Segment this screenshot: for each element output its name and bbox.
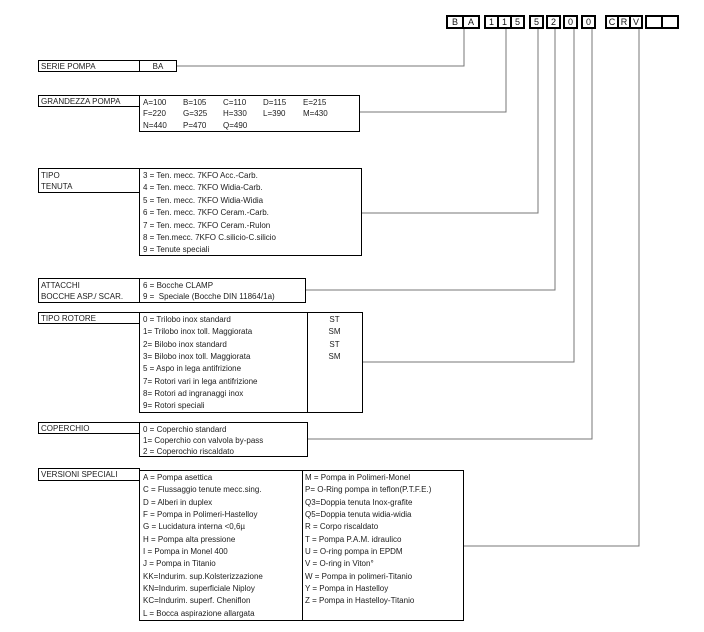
attacchi-label-line1: ATTACCHI	[41, 280, 80, 290]
versioni-speciali-table	[139, 470, 464, 621]
rotor-type-text: 0 = Trilobo inox standard	[143, 315, 231, 324]
rotor-type-text: 7= Rotori vari in lega antifrizione	[143, 376, 258, 386]
cover-type-row: 0 = Coperchio standard	[143, 425, 227, 434]
size-code-entry: P=470	[183, 120, 207, 130]
code-cell: C	[605, 15, 619, 29]
seal-type-row: 8 = Ten.mecc. 7KFO C.silicio-C.silicio	[143, 233, 276, 243]
size-code-entry: B=105	[183, 98, 207, 107]
attacchi-table	[139, 278, 306, 303]
coperchio-table	[139, 422, 308, 457]
seal-type-row: 3 = Ten. mecc. 7KFO Acc.-Carb.	[143, 171, 258, 180]
tipo-tenuta-label-box	[38, 168, 140, 193]
seal-type-row: 7 = Ten. mecc. 7KFO Ceram.-Rulon	[143, 220, 271, 230]
serie-pompa-value-box	[139, 60, 177, 72]
size-code-entry: M=430	[303, 109, 328, 119]
versioni-speciali-label: VERSIONI SPECIALI	[41, 470, 118, 479]
code-cell: B	[446, 15, 464, 29]
rotor-type-text: 1= Trilobo inox toll. Maggiorata	[143, 327, 253, 337]
rotor-type-tag: ST	[329, 339, 340, 349]
rotor-type-text: 2= Bilobo inox standard	[143, 339, 227, 349]
coperchio-label-box	[38, 422, 140, 434]
special-version-row: F = Pompa in Polimeri-Hastelloy	[143, 510, 258, 520]
rotor-type-row	[140, 400, 362, 412]
rotor-type-tag	[307, 400, 362, 412]
code-cell: 5	[510, 15, 525, 29]
rotor-type-tag: SM	[328, 352, 341, 362]
special-version-row: Q3=Doppia tenuta Inox-grafite	[305, 497, 413, 507]
special-version-row: KK=Indurim. sup.Kolsterizzazione	[143, 571, 263, 581]
code-group-grandezza	[486, 15, 525, 29]
size-code-entry: C=110	[223, 98, 247, 107]
special-version-row: Z = Pompa in Hastelloy-Titanio	[305, 596, 415, 606]
special-version-row: P= O-Ring pompa in teflon(P.T.F.E.)	[305, 485, 432, 495]
serie-pompa-label: SERIE POMPA	[41, 61, 96, 71]
rotor-type-tag	[307, 388, 362, 400]
versioni-left-column	[140, 471, 302, 620]
coperchio-label: COPERCHIO	[41, 423, 90, 433]
connector-tenuta	[361, 29, 538, 213]
seal-type-row: 4 = Ten. mecc. 7KFO Widia-Carb.	[143, 183, 263, 193]
grandezza-pompa-table	[139, 95, 360, 132]
versioni-right-column	[302, 471, 463, 620]
rotor-type-text: 3= Bilobo inox toll. Maggiorata	[143, 352, 251, 362]
special-version-row: W = Pompa in polimeri-Titanio	[305, 571, 413, 581]
code-group-tenuta	[531, 15, 544, 29]
rotor-type-text: 9= Rotori speciali	[143, 401, 205, 411]
code-cell-empty	[661, 15, 679, 29]
special-version-row: Y = Pompa in Hastelloy	[305, 584, 389, 594]
special-version-row: R = Corpo riscaldato	[305, 522, 379, 532]
code-cell: A	[462, 15, 480, 29]
serie-pompa-value: BA	[152, 61, 164, 71]
rotor-type-tag	[307, 363, 362, 375]
special-version-row: I = Pompa in Monel 400	[143, 547, 228, 557]
tipo-tenuta-label-line1: TIPO	[41, 170, 60, 180]
code-group-coperchio	[583, 15, 596, 29]
rotor-type-tag	[307, 376, 362, 388]
versioni-table-divider	[302, 471, 303, 620]
rotor-type-row	[140, 376, 362, 388]
seal-type-row: 5 = Ten. mecc. 7KFO Widia-Widia	[143, 195, 264, 205]
code-group-versioni	[607, 15, 643, 29]
size-code-entry: H=330	[223, 109, 247, 119]
size-code-entry: G=325	[183, 109, 208, 119]
size-code-entry: D=115	[263, 98, 287, 107]
special-version-row: T = Pompa P.A.M. idraulico	[305, 534, 402, 544]
rotor-type-row	[140, 388, 362, 400]
size-code-entry: E=215	[303, 98, 327, 107]
code-cell: 2	[546, 15, 561, 29]
attacchi-label-box	[38, 278, 140, 303]
code-group-serie	[448, 15, 480, 29]
connector-grandezza	[360, 29, 506, 112]
code-cell: R	[617, 15, 631, 29]
tipo-rotore-label-box	[38, 312, 140, 324]
tipo-tenuta-table	[139, 168, 362, 256]
serie-pompa-label-box	[38, 60, 140, 72]
connection-type-row: 6 = Bocche CLAMP	[143, 281, 214, 290]
special-version-row: U = O-ring pompa in EPDM	[305, 547, 403, 557]
size-code-entry: A=100	[143, 98, 167, 107]
grandezza-pompa-label-box	[38, 95, 140, 107]
connector-rotore	[362, 29, 574, 362]
grandezza-pompa-label: GRANDEZZA POMPA	[41, 96, 121, 106]
special-version-row: G = Lucidatura interna <0,6µ	[143, 522, 246, 532]
seal-type-row: 9 = Tenute speciali	[143, 245, 210, 255]
code-cell: 1	[484, 15, 499, 29]
size-code-entry: N=440	[143, 120, 167, 130]
special-version-row: A = Pompa asettica	[143, 473, 213, 482]
tipo-rotore-table	[139, 312, 363, 413]
rotor-table-divider	[307, 313, 308, 412]
code-cell: 5	[529, 15, 544, 29]
special-version-row: D = Alberi in duplex	[143, 497, 213, 507]
versioni-speciali-label-box	[38, 468, 140, 481]
size-code-entry: L=390	[263, 109, 286, 119]
rotor-type-tag: SM	[328, 327, 341, 337]
rotor-type-row	[140, 363, 362, 375]
code-group-rotore	[565, 15, 578, 29]
special-version-row: M = Pompa in Polimeri-Monel	[305, 473, 411, 482]
special-version-row: V = O-ring in Viton°	[305, 559, 374, 569]
special-version-row: L = Bocca aspirazione allargata	[143, 608, 255, 618]
seal-type-row: 6 = Ten. mecc. 7KFO Ceram.-Carb.	[143, 208, 269, 218]
code-cell: V	[629, 15, 643, 29]
special-version-row: H = Pompa alta pressione	[143, 534, 236, 544]
size-code-entry: F=220	[143, 109, 166, 119]
cover-type-row: 1= Coperchio con valvola by-pass	[143, 436, 264, 445]
rotor-type-row	[140, 314, 362, 326]
rotor-type-row	[140, 326, 362, 338]
tipo-tenuta-label-line2: TENUTA	[41, 181, 73, 191]
connector-versioni	[463, 29, 639, 546]
cover-type-row: 2 = Coperochio riscaldato	[143, 447, 234, 456]
rotor-type-text: 8= Rotori ad ingranaggi inox	[143, 389, 244, 399]
special-version-row: J = Pompa in Titanio	[143, 559, 216, 569]
size-code-entry: Q=490	[223, 120, 248, 130]
connection-type-row: 9 = Speciale (Bocche DIN 11864/1a)	[143, 292, 275, 302]
special-version-row: C = Flussaggio tenute mecc.sing.	[143, 485, 262, 495]
rotor-type-tag: ST	[329, 315, 340, 324]
code-cell: 1	[497, 15, 512, 29]
code-cell: 0	[581, 15, 596, 29]
special-version-row: Q5=Doppia tenuta widia-widia	[305, 510, 412, 520]
attacchi-label-line2: BOCCHE ASP./ SCAR.	[41, 291, 124, 301]
connector-serie	[177, 29, 464, 66]
special-version-row: KN=Indurim. superficiale Niploy	[143, 584, 255, 594]
code-group-extra	[647, 15, 679, 29]
code-cell: 0	[563, 15, 578, 29]
rotor-type-text: 5 = Aspo in lega antifrizione	[143, 364, 242, 374]
tipo-rotore-label: TIPO ROTORE	[41, 313, 96, 323]
rotor-type-row	[140, 339, 362, 351]
special-version-row: KC=Indurim. superf. Cheniflon	[143, 596, 251, 606]
rotor-type-row	[140, 351, 362, 363]
code-group-attacchi	[548, 15, 561, 29]
